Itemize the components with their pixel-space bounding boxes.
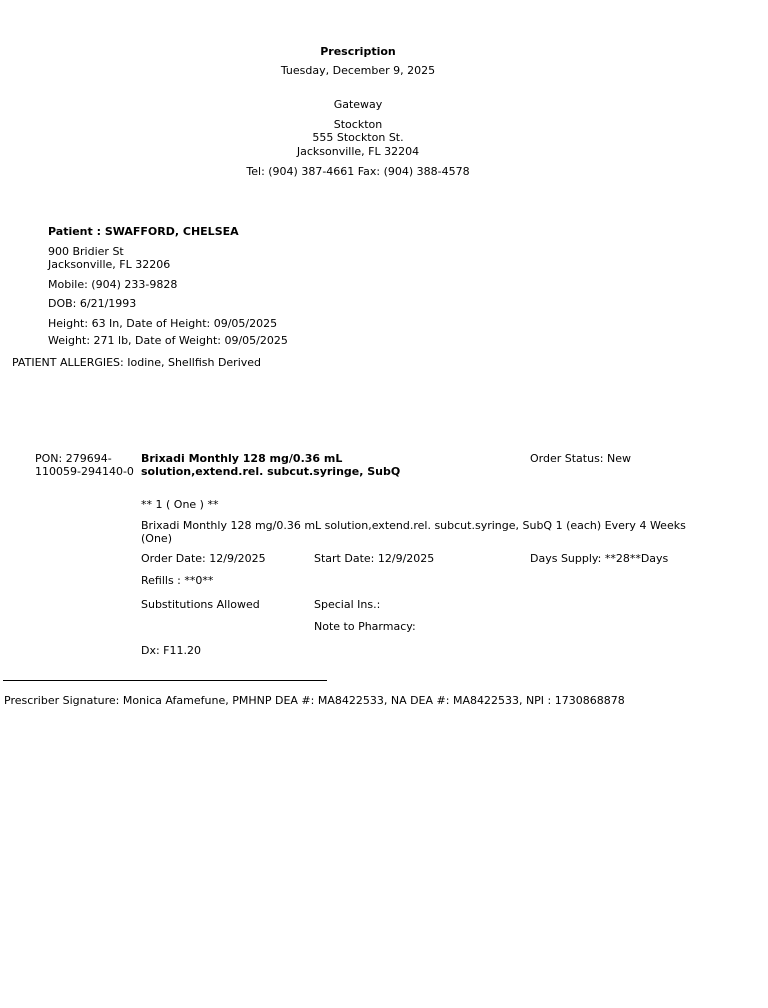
organization-name: Gateway: [333, 98, 383, 111]
sig-directions: Brixadi Monthly 128 mg/0.36 mL solution,extend.rel. subcut.syringe, SubQ 1 (each) Every 4 Weeks (One): [141, 519, 686, 545]
patient-dob: DOB: 6/21/1993: [48, 297, 137, 310]
prescriber-signature: Prescriber Signature: Monica Afamefune, PMHNP DEA #: MA8422533, NA DEA #: MA8422533, NPI : 1730868878: [4, 694, 625, 707]
drug-name: Brixadi Monthly 128 mg/0.36 mL solution,extend.rel. subcut.syringe, SubQ: [141, 452, 401, 478]
patient-height: Height: 63 In, Date of Height: 09/05/2025: [48, 317, 278, 330]
diagnosis-code: Dx: F11.20: [141, 644, 202, 657]
prescription-pon: PON: 279694-110059-294140-0: [35, 452, 134, 478]
patient-allergies: PATIENT ALLERGIES: Iodine, Shellfish Derived: [12, 356, 262, 369]
location-address-line2: Jacksonville, FL 32204: [296, 145, 420, 158]
patient-address-line2: Jacksonville, FL 32206: [48, 258, 171, 271]
substitutions: Substitutions Allowed: [141, 598, 260, 611]
location-phone-fax: Tel: (904) 387-4661 Fax: (904) 388-4578: [246, 165, 470, 178]
signature-line: [3, 680, 327, 681]
location-address-line1: 555 Stockton St.: [312, 131, 404, 144]
start-date: Start Date: 12/9/2025: [314, 552, 435, 565]
dispense-quantity: ** 1 ( One ) **: [141, 498, 219, 511]
location-name: Stockton: [333, 118, 383, 131]
special-instructions: Special Ins.:: [314, 598, 381, 611]
patient-mobile: Mobile: (904) 233-9828: [48, 278, 178, 291]
patient-address-line1: 900 Bridier St: [48, 245, 124, 258]
patient-name: Patient : SWAFFORD, CHELSEA: [48, 225, 239, 238]
refills: Refills : **0**: [141, 574, 214, 587]
note-to-pharmacy: Note to Pharmacy:: [314, 620, 416, 633]
document-title: Prescription: [320, 45, 396, 58]
document-date: Tuesday, December 9, 2025: [280, 64, 436, 77]
patient-weight: Weight: 271 lb, Date of Weight: 09/05/2025: [48, 334, 288, 347]
days-supply: Days Supply: **28**Days: [530, 552, 669, 565]
order-status: Order Status: New: [530, 452, 632, 465]
order-date: Order Date: 12/9/2025: [141, 552, 266, 565]
